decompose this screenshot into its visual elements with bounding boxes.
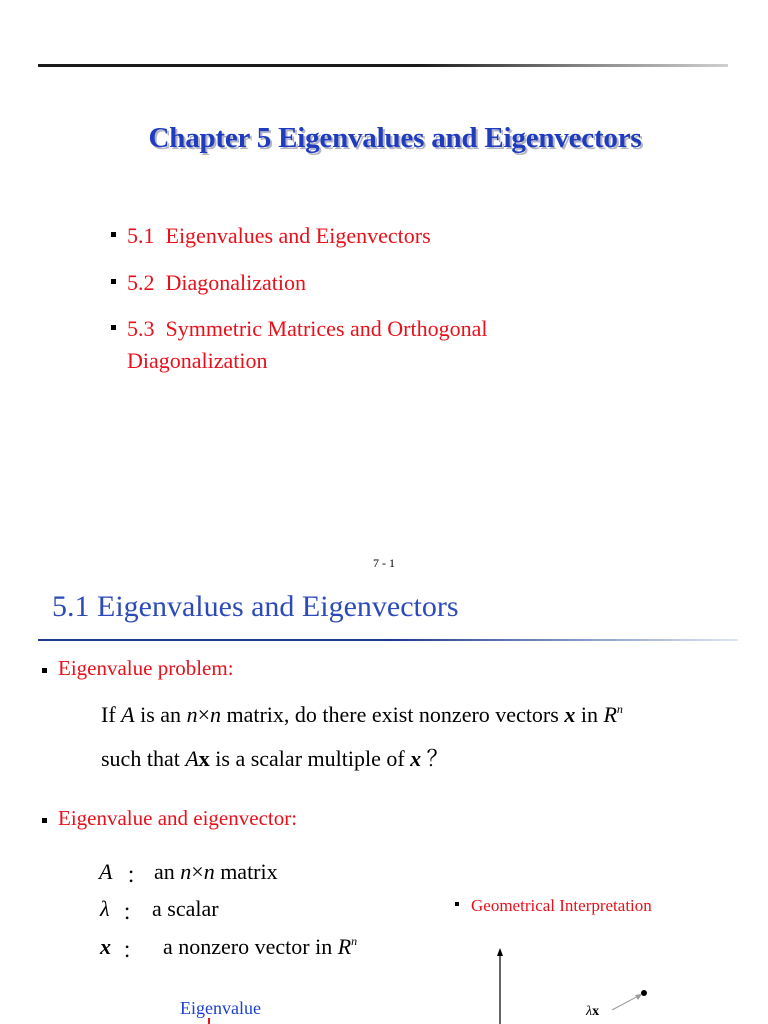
def-lambda-desc: a scalar: [152, 896, 219, 921]
vector-lambda-x: [612, 995, 640, 1010]
toc-title: Diagonalization: [165, 270, 307, 295]
toc-title: Symmetric Matrices and Orthogonal: [165, 316, 488, 341]
top-rule: [38, 64, 728, 67]
def-lambda-symbol: λ: [100, 896, 110, 921]
vector-endpoint: [641, 990, 647, 996]
lambda-x-label: λx: [586, 1004, 600, 1019]
geometric-diagram: [480, 940, 660, 1024]
axis-arrowhead-icon: [497, 948, 503, 956]
bullet-icon: [111, 279, 116, 284]
bullet-icon: [455, 902, 459, 906]
toc-item-5-3: [127, 313, 487, 377]
geometrical-interpretation-label: Geometrical Interpretation: [471, 896, 652, 915]
bullet-icon: [111, 232, 116, 237]
def-A-symbol: A: [99, 859, 113, 884]
chapter-title: Chapter 5 Eigenvalues and Eigenvectors: [148, 122, 642, 154]
toc-num: 5.2: [127, 270, 155, 295]
toc-title-line2: Diagonalization: [127, 348, 268, 373]
section-rule: [38, 639, 738, 641]
bullet-icon: [111, 325, 116, 330]
def-x-desc: a nonzero vector in $R^n$: [163, 934, 358, 959]
page-number: 7 - 1: [373, 556, 395, 570]
eigenvalue-problem-label: Eigenvalue problem:: [58, 656, 234, 680]
def-colon: ：: [122, 938, 145, 963]
bullet-icon: [42, 668, 47, 673]
section-title: 5.1 Eigenvalues and Eigenvectors: [52, 590, 459, 623]
toc-item-5-1: [127, 220, 431, 252]
eigenvalue-pointer: [208, 1018, 210, 1024]
def-colon: ：: [126, 863, 149, 888]
eigenvalue-label: Eigenvalue: [180, 998, 261, 1018]
toc-item-5-2: [127, 267, 306, 299]
eigen-definition-label: Eigenvalue and eigenvector:: [58, 806, 298, 830]
toc-title: Eigenvalues and Eigenvectors: [165, 223, 431, 248]
def-colon: ：: [122, 900, 145, 925]
bullet-icon: [42, 818, 47, 823]
def-A-desc: an n×n matrix: [154, 859, 278, 884]
problem-line-1: If A is an n×n matrix, do there exist nonzero vectors x in $R^n$: [101, 702, 623, 727]
def-x-symbol: x: [100, 934, 111, 959]
toc-num: 5.1: [127, 223, 155, 248]
toc-num: 5.3: [127, 316, 155, 341]
problem-line-2: such that Ax is a scalar multiple of x ？: [101, 746, 449, 771]
